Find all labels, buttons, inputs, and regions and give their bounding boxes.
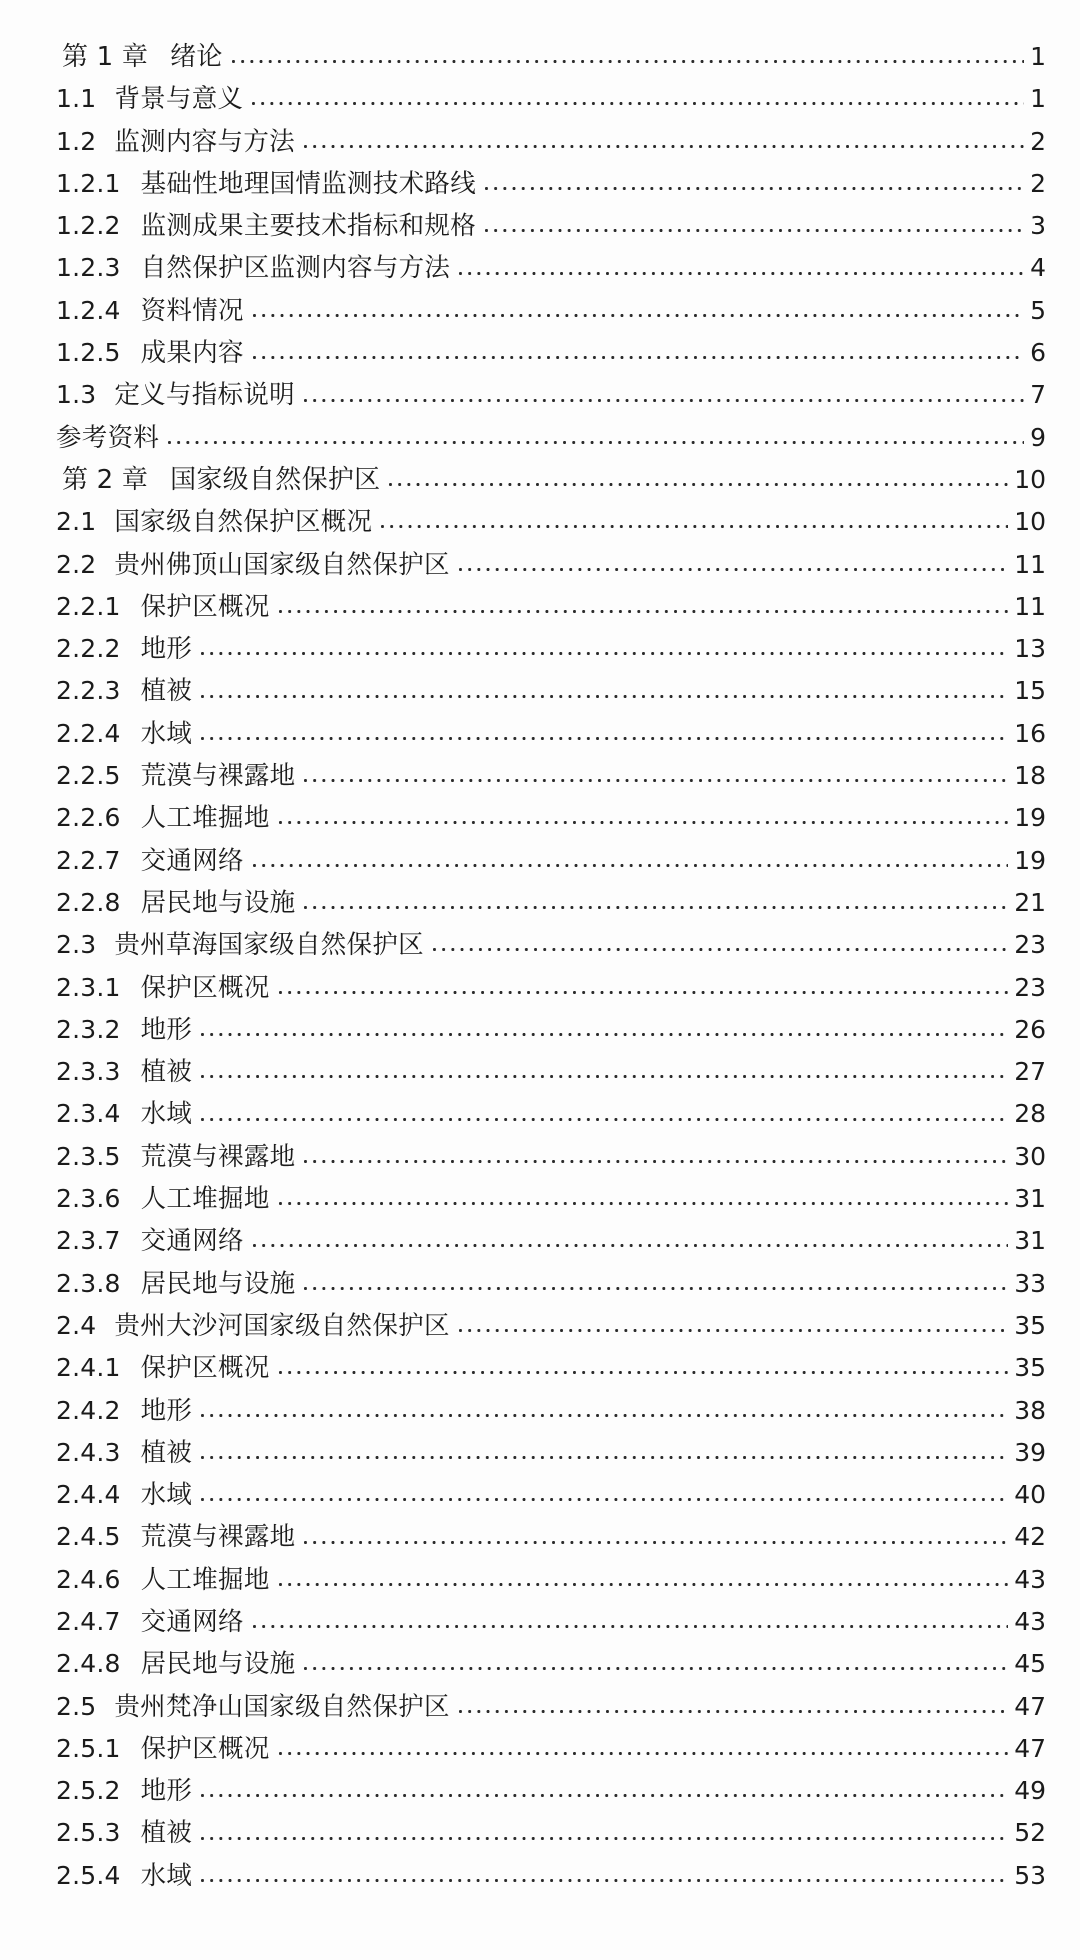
toc-entry-number: 2.4.7 bbox=[56, 1606, 121, 1636]
toc-dot-leader bbox=[279, 1738, 1009, 1760]
toc-entry-number: 2.4.6 bbox=[56, 1564, 121, 1594]
toc-entry[interactable] bbox=[0, 163, 1080, 205]
toc-entry-number: 1.2.4 bbox=[56, 295, 121, 325]
toc-entry-number: 2.2.2 bbox=[56, 634, 121, 664]
toc-entry-page-number: 11 bbox=[1014, 549, 1046, 579]
toc-entry-page-number: 40 bbox=[1014, 1480, 1046, 1510]
toc-entry-page-number: 38 bbox=[1014, 1395, 1046, 1425]
toc-dot-leader bbox=[201, 1865, 1008, 1887]
toc-entry[interactable] bbox=[0, 882, 1080, 924]
toc-dot-leader bbox=[279, 807, 1009, 829]
toc-dot-leader bbox=[459, 1696, 1008, 1718]
toc-entry-title: 背景与意义 bbox=[114, 84, 244, 115]
toc-dot-leader bbox=[201, 1104, 1008, 1126]
toc-dot-leader bbox=[201, 681, 1008, 703]
toc-entry[interactable] bbox=[0, 1051, 1080, 1093]
toc-entry-page-number: 19 bbox=[1014, 803, 1046, 833]
toc-entry-number: 2.5 bbox=[56, 1691, 97, 1721]
toc-entry-page-number: 7 bbox=[1030, 380, 1046, 410]
toc-entry-title: 荒漠与裸露地 bbox=[140, 1141, 296, 1172]
toc-entry-number: 1.2 bbox=[56, 126, 97, 156]
toc-entry-page-number: 19 bbox=[1014, 845, 1046, 875]
toc-entry-page-number: 49 bbox=[1014, 1776, 1046, 1806]
toc-dot-leader bbox=[201, 1442, 1008, 1464]
toc-dot-leader bbox=[201, 638, 1008, 660]
toc-dot-leader bbox=[304, 892, 1008, 914]
toc-entry-page-number: 45 bbox=[1014, 1649, 1046, 1679]
toc-dot-leader bbox=[279, 1357, 1009, 1379]
toc-entry-title: 居民地与设施 bbox=[140, 887, 296, 918]
toc-entry-number: 2.2 bbox=[56, 549, 97, 579]
toc-entry-number: 2.4.8 bbox=[56, 1649, 121, 1679]
toc-dot-leader bbox=[253, 1611, 1008, 1633]
toc-dot-leader bbox=[304, 1146, 1008, 1168]
toc-dot-leader bbox=[201, 1484, 1008, 1506]
toc-entry-title: 人工堆掘地 bbox=[140, 1184, 270, 1215]
toc-entry[interactable] bbox=[0, 1009, 1080, 1051]
toc-entry-page-number: 18 bbox=[1014, 761, 1046, 791]
toc-dot-leader bbox=[459, 1315, 1008, 1337]
toc-entry[interactable] bbox=[0, 1855, 1080, 1897]
toc-entry-number: 2.5.4 bbox=[56, 1860, 121, 1890]
toc-dot-leader bbox=[201, 1061, 1008, 1083]
toc-entry-title: 贵州佛顶山国家级自然保护区 bbox=[114, 549, 450, 580]
toc-entry-title: 保护区概况 bbox=[140, 591, 270, 622]
toc-entry-title: 资料情况 bbox=[140, 295, 244, 326]
toc-entry-number: 2.3.6 bbox=[56, 1184, 121, 1214]
toc-entry-title: 地形 bbox=[140, 1014, 193, 1045]
toc-entry[interactable] bbox=[0, 36, 1080, 78]
toc-dot-leader bbox=[485, 173, 1024, 195]
toc-dot-leader bbox=[252, 88, 1024, 110]
toc-entry[interactable] bbox=[0, 1516, 1080, 1558]
toc-dot-leader bbox=[279, 977, 1009, 999]
toc-entry-number: 1.1 bbox=[56, 84, 97, 114]
toc-entry-page-number: 33 bbox=[1014, 1268, 1046, 1298]
toc-dot-leader bbox=[485, 215, 1024, 237]
toc-entry-page-number: 2 bbox=[1030, 126, 1046, 156]
toc-entry-number: 1.2.3 bbox=[56, 253, 121, 283]
toc-entry-page-number: 42 bbox=[1014, 1522, 1046, 1552]
toc-entry-title: 监测成果主要技术指标和规格 bbox=[140, 211, 477, 242]
toc-entry[interactable] bbox=[0, 1601, 1080, 1643]
toc-entry[interactable] bbox=[0, 1305, 1080, 1347]
toc-entry-page-number: 2 bbox=[1030, 168, 1046, 198]
toc-dot-leader bbox=[253, 1230, 1008, 1252]
toc-entry-page-number: 13 bbox=[1014, 634, 1046, 664]
toc-dot-leader bbox=[304, 1653, 1008, 1675]
toc-dot-leader bbox=[304, 131, 1024, 153]
toc-entry-page-number: 11 bbox=[1014, 591, 1046, 621]
toc-entry-title: 绪论 bbox=[170, 42, 223, 72]
toc-entry-title: 保护区概况 bbox=[140, 1353, 270, 1384]
toc-entry-title: 植被 bbox=[140, 1437, 193, 1468]
toc-entry[interactable] bbox=[0, 586, 1080, 628]
toc-entry[interactable] bbox=[0, 1686, 1080, 1728]
toc-entry-page-number: 31 bbox=[1014, 1184, 1046, 1214]
toc-dot-leader bbox=[279, 1569, 1009, 1591]
toc-entry-number: 2.4.5 bbox=[56, 1522, 121, 1552]
toc-entry-title: 交通网络 bbox=[140, 845, 244, 876]
toc-entry-title: 贵州梵净山国家级自然保护区 bbox=[114, 1691, 450, 1722]
toc-entry-title: 自然保护区监测内容与方法 bbox=[140, 253, 451, 284]
toc-entry[interactable] bbox=[0, 1432, 1080, 1474]
toc-dot-leader bbox=[253, 850, 1008, 872]
toc-entry-page-number: 52 bbox=[1014, 1818, 1046, 1848]
toc-dot-leader bbox=[389, 469, 1008, 491]
toc-entry[interactable] bbox=[0, 544, 1080, 586]
toc-entry-title: 水域 bbox=[140, 1860, 193, 1891]
toc-entry-title: 贵州大沙河国家级自然保护区 bbox=[114, 1310, 450, 1341]
toc-entry[interactable] bbox=[0, 1812, 1080, 1854]
toc-entry-number: 2.4.4 bbox=[56, 1480, 121, 1510]
toc-dot-leader bbox=[304, 1527, 1008, 1549]
toc-entry-page-number: 1 bbox=[1030, 42, 1046, 71]
toc-dot-leader bbox=[279, 596, 1009, 618]
toc-entry[interactable] bbox=[0, 247, 1080, 289]
toc-entry-number: 2.3.8 bbox=[56, 1268, 121, 1298]
toc-entry-number: 1.2.1 bbox=[56, 168, 121, 198]
toc-dot-leader bbox=[279, 1188, 1009, 1210]
toc-entry-title: 水域 bbox=[140, 1480, 193, 1511]
toc-entry-title: 基础性地理国情监测技术路线 bbox=[140, 168, 477, 199]
toc-dot-leader bbox=[232, 46, 1024, 68]
toc-entry[interactable] bbox=[0, 797, 1080, 839]
toc-entry-page-number: 26 bbox=[1014, 1014, 1046, 1044]
toc-dot-leader bbox=[253, 300, 1024, 322]
toc-entry-number: 2.5.2 bbox=[56, 1776, 121, 1806]
toc-entry[interactable] bbox=[0, 417, 1080, 459]
toc-entry-number: 2.3.7 bbox=[56, 1226, 121, 1256]
toc-entry-number: 2.5.3 bbox=[56, 1818, 121, 1848]
toc-entry-number: 1.2.2 bbox=[56, 211, 121, 241]
toc-entry[interactable] bbox=[0, 1136, 1080, 1178]
toc-entry-page-number: 47 bbox=[1014, 1733, 1046, 1763]
toc-entry-page-number: 43 bbox=[1014, 1606, 1046, 1636]
toc-entry-title: 成果内容 bbox=[140, 338, 244, 369]
toc-dot-leader bbox=[304, 765, 1008, 787]
toc-entry-title: 人工堆掘地 bbox=[140, 803, 270, 834]
toc-entry-title: 交通网络 bbox=[140, 1226, 244, 1257]
toc-entry[interactable] bbox=[0, 713, 1080, 755]
toc-entry-title: 居民地与设施 bbox=[140, 1649, 296, 1680]
toc-entry[interactable] bbox=[0, 332, 1080, 374]
toc-entry[interactable] bbox=[0, 924, 1080, 966]
toc-entry-title: 地形 bbox=[140, 634, 193, 665]
toc-dot-leader bbox=[253, 342, 1024, 364]
toc-entry-number: 2.2.1 bbox=[56, 591, 121, 621]
toc-entry-title: 水域 bbox=[140, 1099, 193, 1130]
toc-entry-page-number: 35 bbox=[1014, 1353, 1046, 1383]
toc-entry-number: 2.2.6 bbox=[56, 803, 121, 833]
toc-entry[interactable] bbox=[0, 1643, 1080, 1685]
toc-entry-page-number: 27 bbox=[1014, 1057, 1046, 1087]
toc-entry-title: 监测内容与方法 bbox=[114, 126, 295, 157]
toc-entry-page-number: 43 bbox=[1014, 1564, 1046, 1594]
toc-entry-title: 植被 bbox=[140, 1057, 193, 1088]
toc-entry-title: 地形 bbox=[140, 1776, 193, 1807]
toc-entry-title: 水域 bbox=[140, 718, 193, 749]
toc-entry[interactable] bbox=[0, 1263, 1080, 1305]
toc-entry-page-number: 47 bbox=[1014, 1691, 1046, 1721]
toc-entry[interactable] bbox=[0, 374, 1080, 416]
toc-entry-number: 2.4.3 bbox=[56, 1437, 121, 1467]
toc-entry-number: 2.3.5 bbox=[56, 1141, 121, 1171]
toc-entry[interactable] bbox=[0, 670, 1080, 712]
toc-entry-number: 2.2.7 bbox=[56, 845, 121, 875]
toc-entry-title: 居民地与设施 bbox=[140, 1268, 296, 1299]
toc-list bbox=[0, 36, 1080, 1897]
toc-entry[interactable] bbox=[0, 121, 1080, 163]
toc-entry-title: 参考资料 bbox=[56, 422, 160, 453]
toc-entry-number: 2.5.1 bbox=[56, 1733, 121, 1763]
toc-entry[interactable] bbox=[0, 290, 1080, 332]
toc-entry-title: 定义与指标说明 bbox=[114, 380, 295, 411]
toc-entry-title: 人工堆掘地 bbox=[140, 1564, 270, 1595]
toc-dot-leader bbox=[459, 554, 1008, 576]
toc-entry-title: 荒漠与裸露地 bbox=[140, 1522, 296, 1553]
toc-entry-page-number: 23 bbox=[1014, 930, 1046, 960]
toc-dot-leader bbox=[304, 385, 1024, 407]
toc-entry[interactable] bbox=[0, 459, 1080, 501]
toc-entry-title: 国家级自然保护区 bbox=[170, 464, 381, 495]
toc-entry-title: 保护区概况 bbox=[140, 972, 270, 1003]
toc-dot-leader bbox=[168, 427, 1024, 449]
toc-entry-title: 植被 bbox=[140, 1818, 193, 1849]
toc-entry[interactable] bbox=[0, 78, 1080, 120]
toc-entry-page-number: 6 bbox=[1030, 338, 1046, 368]
toc-entry[interactable] bbox=[0, 628, 1080, 670]
toc-entry-title: 地形 bbox=[140, 1395, 193, 1426]
toc-entry[interactable] bbox=[0, 205, 1080, 247]
toc-dot-leader bbox=[201, 1019, 1008, 1041]
toc-entry-number: 2.4.2 bbox=[56, 1395, 121, 1425]
toc-entry-page-number: 10 bbox=[1014, 464, 1046, 494]
toc-entry-title: 保护区概况 bbox=[140, 1733, 270, 1764]
toc-entry-page-number: 31 bbox=[1014, 1226, 1046, 1256]
toc-dot-leader bbox=[201, 1780, 1008, 1802]
toc-entry-number: 2.4 bbox=[56, 1310, 97, 1340]
toc-entry-number: 2.4.1 bbox=[56, 1353, 121, 1383]
toc-entry-number: 1.2.5 bbox=[56, 338, 121, 368]
toc-entry[interactable] bbox=[0, 1390, 1080, 1432]
toc-entry-page-number: 10 bbox=[1014, 507, 1046, 537]
toc-entry[interactable] bbox=[0, 501, 1080, 543]
toc-entry[interactable] bbox=[0, 967, 1080, 1009]
toc-entry-number: 2.1 bbox=[56, 507, 97, 537]
toc-entry-page-number: 5 bbox=[1030, 295, 1046, 325]
toc-entry[interactable] bbox=[0, 1220, 1080, 1262]
toc-entry-number: 2.3.3 bbox=[56, 1057, 121, 1087]
toc-entry-number: 2.3 bbox=[56, 930, 97, 960]
toc-dot-leader bbox=[201, 1400, 1008, 1422]
toc-entry-number: 2.2.4 bbox=[56, 718, 121, 748]
toc-dot-leader bbox=[381, 511, 1008, 533]
toc-entry-number: 2.2.8 bbox=[56, 887, 121, 917]
toc-dot-leader bbox=[201, 723, 1008, 745]
toc-dot-leader bbox=[304, 1273, 1008, 1295]
toc-entry-page-number: 15 bbox=[1014, 676, 1046, 706]
toc-entry[interactable] bbox=[0, 1347, 1080, 1389]
toc-entry-page-number: 9 bbox=[1030, 422, 1046, 452]
toc-dot-leader bbox=[459, 258, 1024, 280]
toc-entry-number: 第 1 章 bbox=[62, 42, 149, 72]
toc-entry-page-number: 21 bbox=[1014, 887, 1046, 917]
toc-entry[interactable] bbox=[0, 1093, 1080, 1135]
toc-entry[interactable] bbox=[0, 1728, 1080, 1770]
toc-entry[interactable] bbox=[0, 1178, 1080, 1220]
toc-entry-number: 2.3.1 bbox=[56, 972, 121, 1002]
toc-entry-title: 贵州草海国家级自然保护区 bbox=[114, 930, 424, 961]
toc-entry[interactable] bbox=[0, 755, 1080, 797]
toc-entry-number: 2.2.3 bbox=[56, 676, 121, 706]
toc-entry-number: 2.3.2 bbox=[56, 1014, 121, 1044]
toc-entry[interactable] bbox=[0, 1559, 1080, 1601]
toc-entry[interactable] bbox=[0, 840, 1080, 882]
toc-entry-page-number: 3 bbox=[1030, 211, 1046, 241]
toc-entry-number: 第 2 章 bbox=[62, 464, 149, 495]
toc-entry-number: 2.3.4 bbox=[56, 1099, 121, 1129]
toc-entry-page-number: 39 bbox=[1014, 1437, 1046, 1467]
toc-dot-leader bbox=[201, 1823, 1008, 1845]
toc-entry-page-number: 4 bbox=[1030, 253, 1046, 283]
toc-entry-page-number: 30 bbox=[1014, 1141, 1046, 1171]
toc-entry-number: 1.3 bbox=[56, 380, 97, 410]
toc-entry-page-number: 16 bbox=[1014, 718, 1046, 748]
toc-entry-title: 荒漠与裸露地 bbox=[140, 761, 296, 792]
toc-entry-page-number: 1 bbox=[1030, 84, 1046, 114]
toc-entry[interactable] bbox=[0, 1770, 1080, 1812]
toc-entry-page-number: 35 bbox=[1014, 1310, 1046, 1340]
toc-entry-page-number: 23 bbox=[1014, 972, 1046, 1002]
toc-entry-number: 2.2.5 bbox=[56, 761, 121, 791]
toc-entry-page-number: 53 bbox=[1014, 1860, 1046, 1890]
toc-entry-title: 交通网络 bbox=[140, 1606, 244, 1637]
toc-entry-title: 植被 bbox=[140, 676, 193, 707]
toc-entry-page-number: 28 bbox=[1014, 1099, 1046, 1129]
toc-entry-title: 国家级自然保护区概况 bbox=[114, 507, 373, 538]
toc-entry[interactable] bbox=[0, 1474, 1080, 1516]
toc-dot-leader bbox=[433, 934, 1008, 956]
